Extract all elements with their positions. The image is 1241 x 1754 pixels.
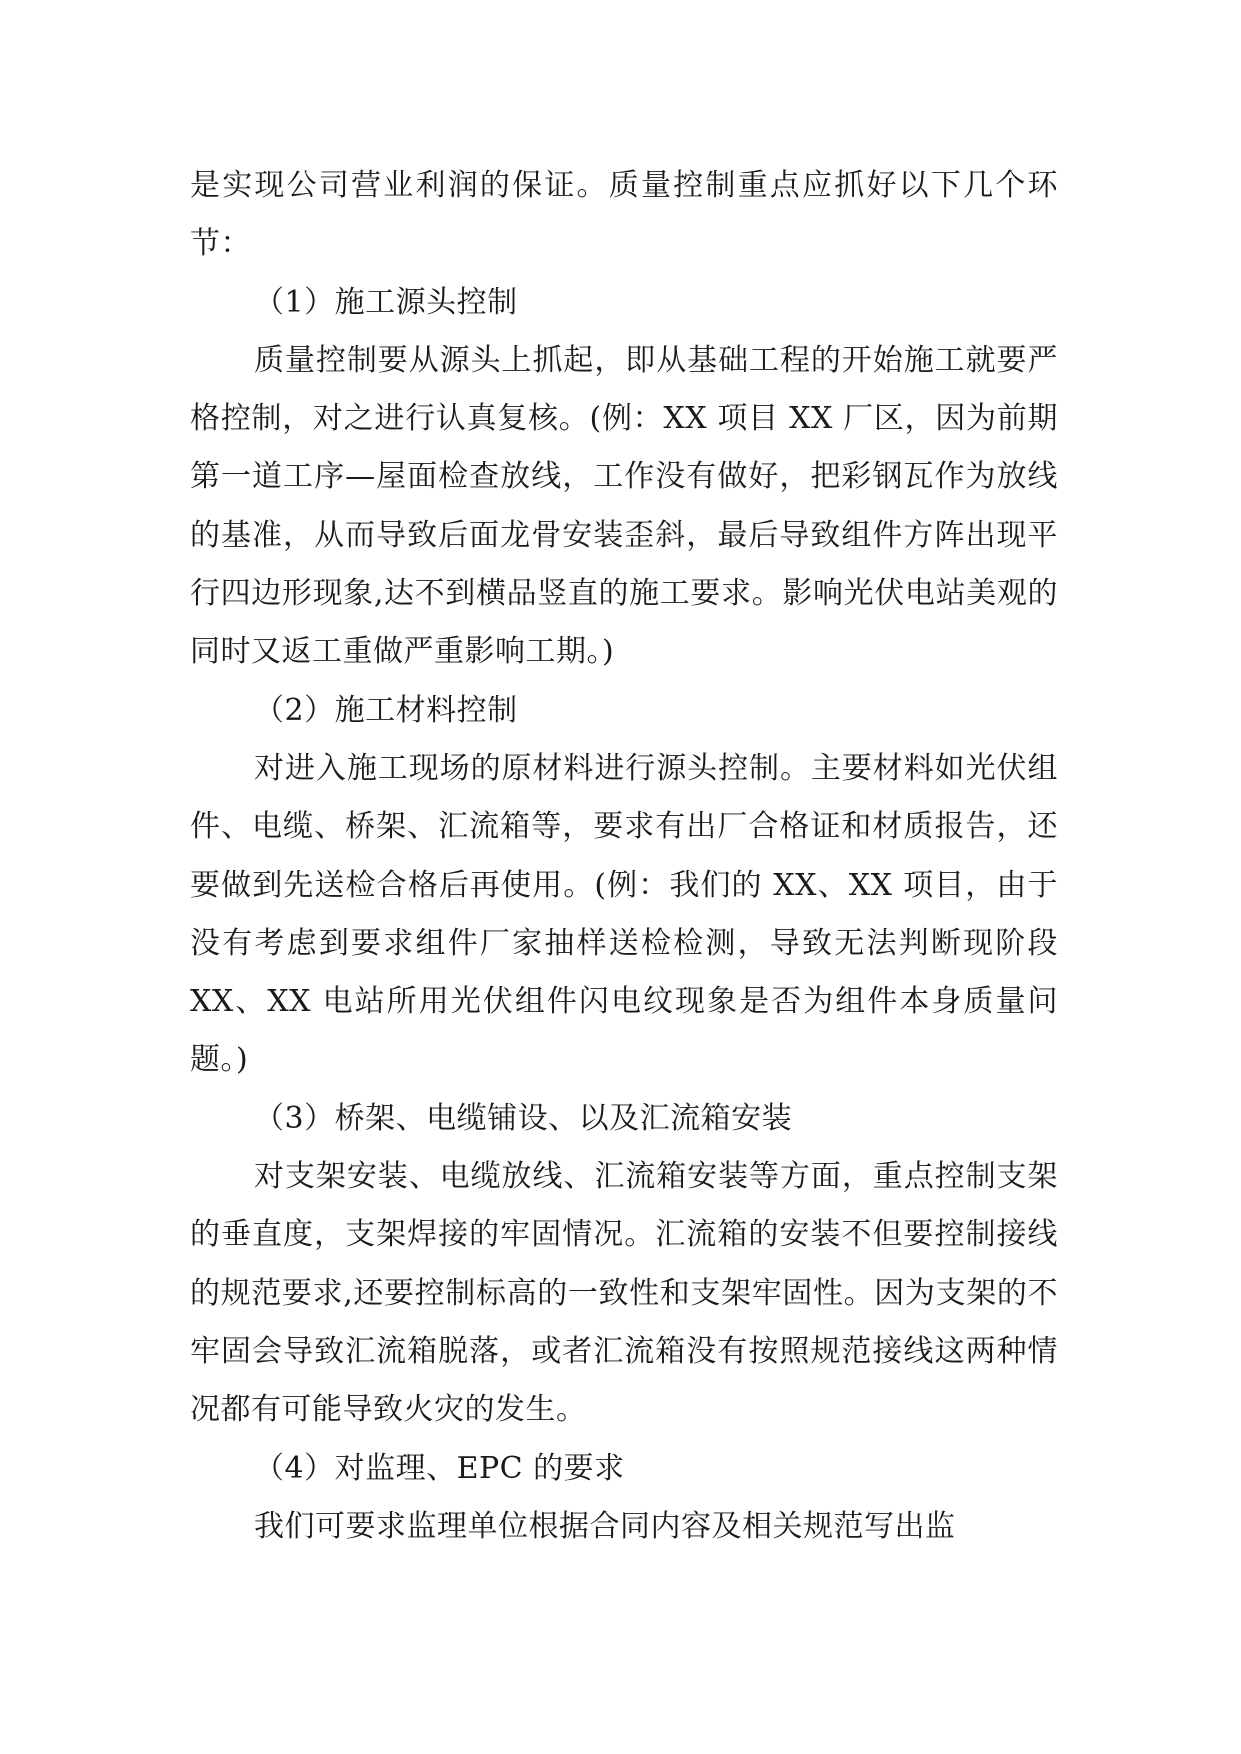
section-heading-1: （1）施工源头控制 [254,284,518,320]
paragraph-supervision-requirements: 我们可要求监理单位根据合同内容及相关规范写出监 [254,1508,956,1544]
paragraph-material-control: 对进入施工现场的原材料进行源头控制。主要材料如光伏组件、电缆、桥架、汇流箱等，要求有出厂合格证和材质报告，还要做到先送检合格后再使用。(例：我们的 XX、XX 项目，由于没有考虑到要求组件厂家抽样送检检测，导致无法判断现阶段 XX、XX 电站所用光伏组件闪电纹现象是否为组件本身质量问题。) [190,750,1058,1078]
paragraph-intro-continuation: 是实现公司营业利润的保证。质量控制重点应抓好以下几个环节： [190,168,1058,262]
paragraph-source-control: 质量控制要从源头上抓起，即从基础工程的开始施工就要严格控制，对之进行认真复核。(例：XX 项目 XX 厂区，因为前期第一道工序—屋面检查放线，工作没有做好，把彩钢瓦作为放线的基准，从而导致后面龙骨安装歪斜，最后导致组件方阵出现平行四边形现象,达不到横品竖直的施工要求。影响光伏电站美观的同时又返工重做严重影响工期。) [190,342,1058,670]
document-page [190,157,1058,1556]
paragraph-installation-control: 对支架安装、电缆放线、汇流箱安装等方面，重点控制支架的垂直度，支架焊接的牢固情况。汇流箱的安装不但要控制接线的规范要求,还要控制标高的一致性和支架牢固性。因为支架的不牢固会导致汇流箱脱落，或者汇流箱没有按照规范接线这两种情况都有可能导致火灾的发生。 [190,1159,1058,1428]
section-heading-2: （2）施工材料控制 [254,692,518,728]
section-heading-4: （4）对监理、EPC 的要求 [254,1450,625,1486]
section-heading-3: （3）桥架、电缆铺设、以及汇流箱安装 [254,1100,793,1136]
